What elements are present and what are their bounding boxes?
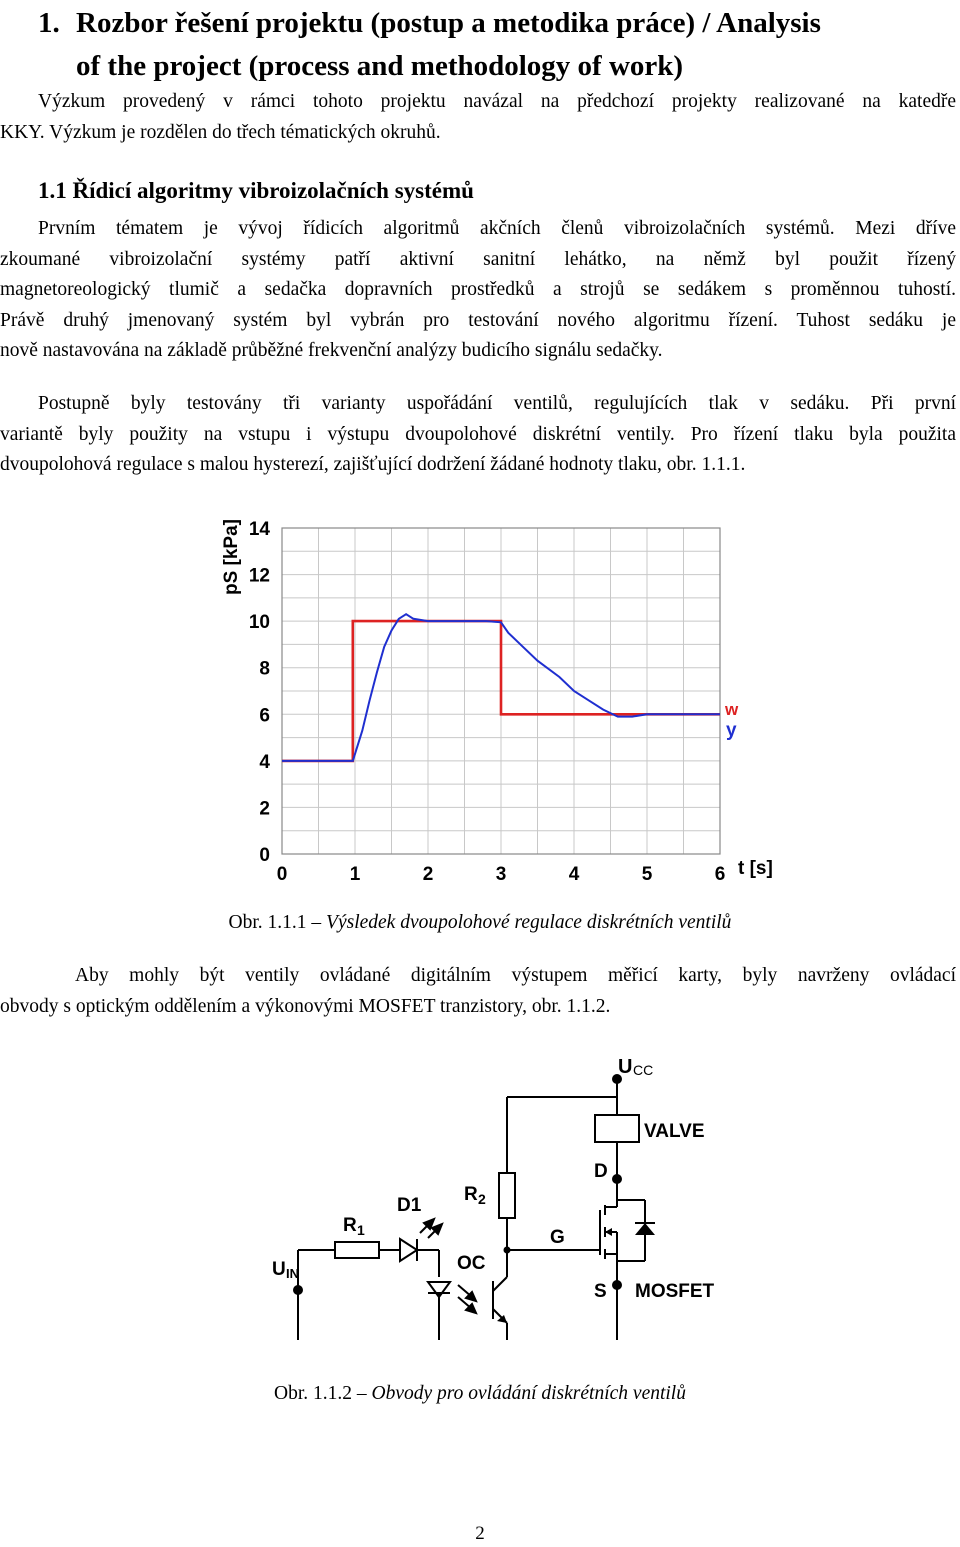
d1-label: D1 bbox=[397, 1195, 422, 1216]
paragraph-line: variantě byly použity na vstupu i výstupu dvoupolohové diskrétní ventily. Pro řízení tlaku byla použita bbox=[0, 423, 956, 445]
y-tick-label: 2 bbox=[259, 798, 270, 820]
x-tick-label: 6 bbox=[714, 864, 726, 885]
pressure-chart bbox=[200, 510, 800, 890]
y-tick-label: 0 bbox=[259, 845, 270, 866]
circuit-diagram bbox=[260, 1045, 715, 1350]
mosfet-label: MOSFET bbox=[635, 1281, 715, 1302]
paragraph-line: zkoumané vibroizolační systémy patří aktivní sanitní lehátko, na němž byl použit řízený bbox=[0, 248, 956, 270]
r1-label: R bbox=[343, 1215, 357, 1236]
y-axis-label: pS [kPa] bbox=[221, 518, 242, 596]
intro-paragraph bbox=[0, 87, 956, 148]
paragraph-line: dvoupolohová regulace s malou hysterezí, zajišťující dodržení žádané hodnoty tlaku, obr. 1.1.1. bbox=[0, 454, 746, 475]
y-tick-label: 12 bbox=[248, 565, 270, 587]
x-tick-labels bbox=[277, 864, 726, 885]
caption-prefix: Obr. 1.1.2 – bbox=[274, 1383, 372, 1404]
intro-line: KKY. Výzkum je rozdělen do třech tématických okruhů. bbox=[0, 121, 441, 143]
drain-label: D bbox=[594, 1161, 608, 1182]
y-tick-label: 6 bbox=[259, 705, 270, 727]
paragraph-1 bbox=[0, 214, 956, 367]
legend-y: y bbox=[726, 720, 737, 741]
intro-line: Výzkum provedený v rámci tohoto projektu navázal na předchozí projekty realizované na katedře bbox=[38, 91, 956, 112]
paragraph-line: obvody s optickým oddělením a výkonovými MOSFET tranzistory, obr. 1.1.2. bbox=[0, 995, 611, 1017]
caption-text: Výsledek dvoupolohové regulace diskrétních ventilů bbox=[326, 912, 732, 933]
x-tick-label: 5 bbox=[641, 864, 653, 885]
caption-prefix: Obr. 1.1.1 – bbox=[228, 912, 327, 933]
chapter-heading bbox=[38, 2, 953, 88]
chapter-heading-line-1: Rozbor řešení projektu (postup a metodika práce) / Analysis bbox=[76, 7, 821, 39]
paragraph-2 bbox=[0, 389, 956, 481]
caption-text: Obvody pro ovládání diskrétních ventilů bbox=[371, 1383, 686, 1404]
figure-caption-2 bbox=[0, 1380, 960, 1408]
uin-subscript: IN bbox=[286, 1266, 299, 1281]
y-tick-label: 8 bbox=[259, 658, 270, 680]
x-tick-label: 3 bbox=[495, 864, 507, 885]
chapter-number: 1. bbox=[38, 7, 60, 39]
x-tick-label: 2 bbox=[422, 864, 434, 885]
x-tick-label: 1 bbox=[349, 864, 361, 885]
chapter-heading-line-2: of the project (process and methodology of work) bbox=[76, 50, 684, 82]
y-tick-label: 14 bbox=[248, 519, 270, 540]
r2-label: R bbox=[464, 1184, 478, 1205]
legend-w: w bbox=[725, 700, 739, 719]
oc-label: OC bbox=[457, 1253, 486, 1274]
x-tick-label: 0 bbox=[276, 864, 288, 885]
x-tick-label: 4 bbox=[568, 864, 580, 885]
ucc-subscript: CC bbox=[633, 1062, 654, 1078]
valve-label: VALVE bbox=[644, 1121, 705, 1142]
r2-subscript: 2 bbox=[478, 1191, 486, 1207]
uin-label: U bbox=[272, 1259, 286, 1280]
paragraph-line: Aby mohly být ventily ovládané digitálním výstupem měřicí karty, byly navrženy ovládací bbox=[75, 965, 956, 986]
paragraph-line: Postupně byly testovány tři varianty uspořádání ventilů, regulujících tlak v sedáku. Při první bbox=[38, 393, 956, 414]
y-tick-labels bbox=[249, 519, 271, 866]
paragraph-line: Prvním tématem je vývoj řídicích algoritmů akčních členů vibroizolačních systémů. Mezi dříve bbox=[38, 218, 956, 239]
paragraph-line: magnetoreologický tlumič a sedačka dopravních prostředků a strojů se sedákem s proměnnou tuhostí. bbox=[0, 279, 956, 300]
x-axis-label: t [s] bbox=[738, 858, 773, 879]
section-heading: 1.1 Řídicí algoritmy vibroizolačních systémů bbox=[38, 178, 474, 203]
ucc-label: U bbox=[618, 1056, 633, 1078]
y-tick-label: 10 bbox=[248, 612, 270, 634]
paragraph-line: nově nastavována na základě průběžné frekvenční analýzy budicího signálu sedačky. bbox=[0, 340, 663, 361]
paragraph-line: Právě druhý jmenovaný systém byl vybrán pro testování nového algoritmu řízení. Tuhost sedáku je bbox=[0, 309, 956, 331]
paragraph-3 bbox=[0, 961, 956, 1022]
r1-subscript: 1 bbox=[357, 1222, 365, 1238]
y-tick-label: 4 bbox=[259, 751, 270, 773]
page-number: 2 bbox=[475, 1523, 485, 1544]
figure-caption-1 bbox=[0, 909, 960, 937]
source-label: S bbox=[594, 1281, 607, 1302]
gate-label: G bbox=[550, 1227, 565, 1248]
